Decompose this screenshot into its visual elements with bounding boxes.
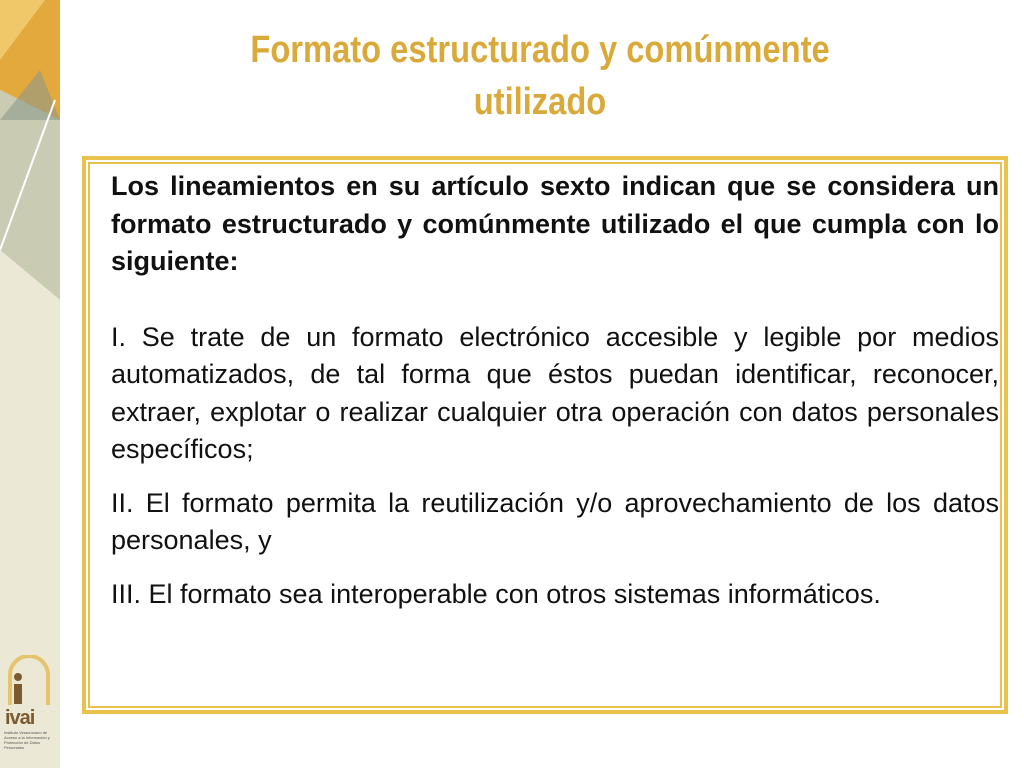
list-item: II. El formato permita la reutilización y/o aprovechamiento de los datos personales, y [111,487,999,555]
slide-title [213,24,867,128]
title-line-1: Formato estructurado y comúnmente [250,29,830,71]
side-decoration [0,0,60,768]
decorative-side-panel [0,0,60,768]
logo-caption: Instituto Veracruzano de Acceso a la Información y Protección de Datos Personales [4,730,50,750]
logo-wordmark: ivai [5,707,35,729]
content-text [111,168,999,629]
content-box [82,156,1008,714]
list-item: III. El formato sea interoperable con otros sistemas informáticos. [111,578,881,609]
list-item: I. Se trate de un formato electrónico accesible y legible por medios automatizados, de tal forma que éstos puedan identificar, reconocer, extraer, explotar o realizar cualquier otra operación con datos personales específicos; [111,321,999,464]
title-line-2: utilizado [473,81,607,123]
intro-paragraph: Los lineamientos en su artículo sexto indican que se considera un formato estructurado y comúnmente utilizado el que cumpla con lo siguiente: [111,171,999,276]
